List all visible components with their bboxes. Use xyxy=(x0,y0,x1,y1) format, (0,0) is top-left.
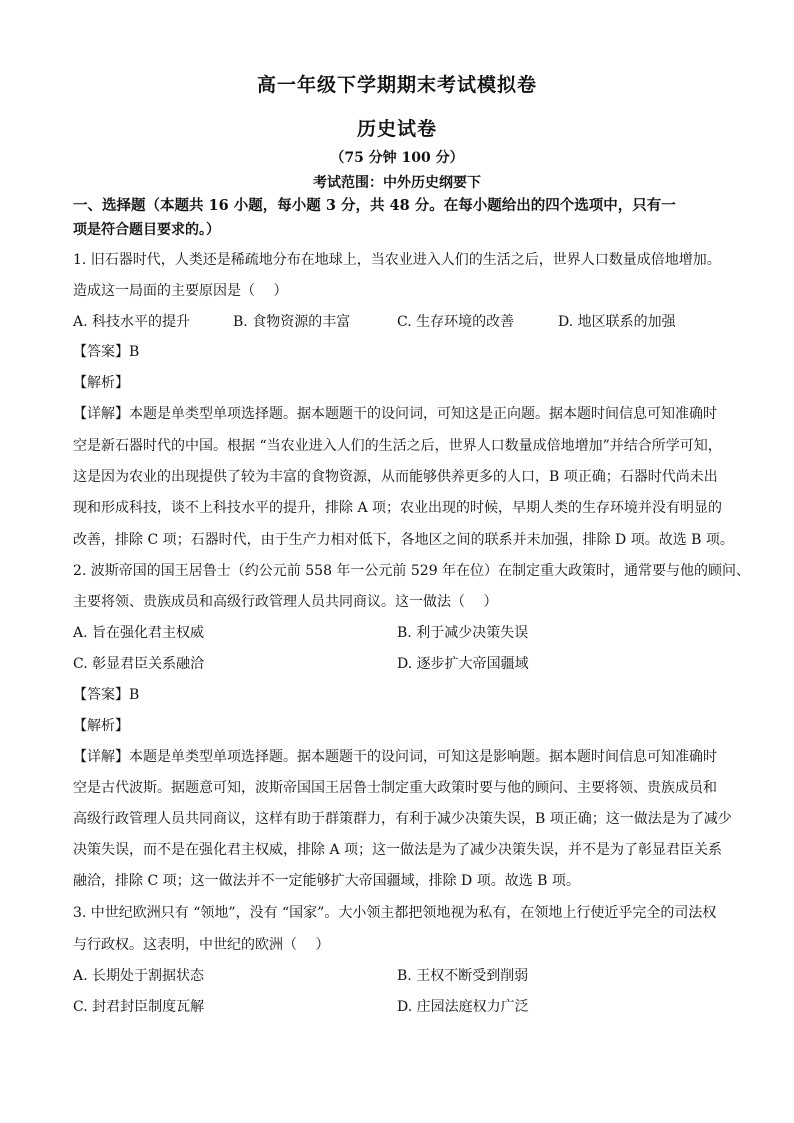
q1-detail-line5: 改善，排除 C 项；石器时代，由于生产力相对低下，各地区之间的联系并未加强，排除 D 项。故选 B 项。 xyxy=(73,532,734,548)
q1-detail-line2: 空是新石器时代的中国。根据 “当农业进入人们的生活之后，世界人口数量成倍地增加”并结合所学可知， xyxy=(73,438,722,454)
q1-option-c: C. 生存环境的改善 xyxy=(397,314,515,330)
q2-detail-line4: 决策失误，而不是在强化君主权威，排除 A 项；这一做法是为了减少决策失误，并不是为了彰显君臣关系 xyxy=(73,842,723,858)
q2-option-a: A. 旨在强化君主权威 xyxy=(73,625,205,641)
q3-option-a: A. 长期处于割据状态 xyxy=(73,968,205,984)
q1-option-a: A. 科技水平的提升 xyxy=(73,314,191,330)
q2-analysis-label: 【解析】 xyxy=(73,718,129,734)
q2-option-c: C. 彰显君臣关系融洽 xyxy=(73,656,205,672)
q3-option-c: C. 封君封臣制度瓦解 xyxy=(73,999,205,1015)
q2-detail-line5: 融洽，排除 C 项；这一做法并不一定能够扩大帝国疆域，排除 D 项。故选 B 项。 xyxy=(73,873,580,889)
q2-detail-line2: 空是古代波斯。据题意可知，波斯帝国国王居鲁士制定重大政策时要与他的顾问、主要将领、贵族成员和 xyxy=(73,780,717,796)
section-heading-line1: 一、选择题（本题共 16 小题，每小题 3 分，共 48 分。在每小题给出的四个选项中，只有一 xyxy=(73,197,676,214)
q1-detail-line4: 现和形成科技，谈不上科技水平的提升，排除 A 项；农业出现的时候，早期人类的生存环境并没有明显的 xyxy=(73,500,723,516)
q2-detail-line1: 【详解】本题是单类型单项选择题。据本题题干的设问词，可知这是影响题。据本题时间信息可知准确时 xyxy=(73,749,717,765)
q1-option-d: D. 地区联系的加强 xyxy=(558,314,676,330)
q2-answer: 【答案】B xyxy=(73,687,140,703)
q1-answer: 【答案】B xyxy=(73,344,140,360)
q1-stem-line2: 造成这一局面的主要原因是（ ） xyxy=(73,283,288,299)
q1-option-b: B. 食物资源的丰富 xyxy=(233,314,351,330)
q2-stem-line2: 主要将领、贵族成员和高级行政管理人员共同商议。这一做法（ ） xyxy=(73,594,498,610)
q3-option-b: B. 王权不断受到削弱 xyxy=(397,968,529,984)
subject-title: 历史试卷 xyxy=(356,118,437,140)
q1-stem-line1: 1. 旧石器时代，人类还是稀疏地分布在地球上，当农业进入人们的生活之后，世界人口数量成倍地增加。 xyxy=(73,252,721,268)
q1-detail-line1: 【详解】本题是单类型单项选择题。据本题题干的设问词，可知这是正向题。据本题时间信息可知准确时 xyxy=(73,406,717,422)
q2-stem-line1: 2. 波斯帝国的国王居鲁士（约公元前 558 年一公元前 529 年在位）在制定重大政策时，通常要与他的顾问、 xyxy=(73,563,751,579)
q2-detail-line3: 高级行政管理人员共同商议，这样有助于群策群力，有利于减少决策失误，B 项正确；这一做法是为了减少 xyxy=(73,811,732,827)
q3-option-d: D. 庄园法庭权力广泛 xyxy=(397,999,529,1015)
exam-title: 高一年级下学期期末考试模拟卷 xyxy=(256,74,537,96)
q1-analysis-label: 【解析】 xyxy=(73,375,129,391)
q2-option-d: D. 逐步扩大帝国疆域 xyxy=(397,656,529,672)
q3-stem-line1: 3. 中世纪欧洲只有 “领地”，没有 “国家”。大小领主都把领地视为私有，在领地上行使近乎完全的司法权 xyxy=(73,905,717,921)
exam-scope: 考试范围：中外历史纲要下 xyxy=(313,175,481,191)
q1-detail-line3: 这是因为农业的出现提供了较为丰富的食物资源，从而能够供养更多的人口，B 项正确；石器时代尚未出 xyxy=(73,469,718,485)
section-heading-line2: 项是符合题目要求的。） xyxy=(73,222,220,238)
q3-stem-line2: 与行政权。这表明，中世纪的欧洲（ ） xyxy=(73,937,330,953)
time-score: （75 分钟 100 分） xyxy=(330,150,464,166)
q2-option-b: B. 利于减少决策失误 xyxy=(397,625,529,641)
